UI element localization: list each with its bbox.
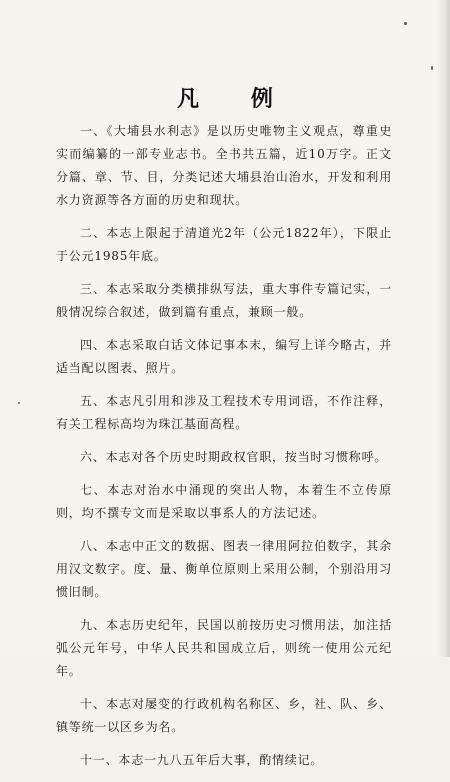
guideline-paragraph-1: 一、《大埔县水利志》是以历史唯物主义观点，尊重史实而编纂的一部专业志书。全书共五篇，近10万字。正文分篇、章、节、目，分类记述大埔县治山治水，开发和利用水力资源等各方面的历史和现状。: [56, 124, 392, 207]
guideline-paragraph-11: 十一、本志一九八五年后大事，酌情续记。: [80, 753, 324, 767]
guidelines-body: [56, 120, 392, 782]
guideline-paragraph-6: 六、本志对各个历史时期政权官职，按当时习惯称呼。: [80, 450, 388, 464]
scan-speck: [18, 402, 20, 404]
guideline-paragraph-5: 五、本志凡引用和涉及工程技术专用词语，不作注释，有关工程标高均为珠江基面高程。: [56, 394, 392, 431]
guideline-paragraph-8: 八、本志中正文的数据、图表一律用阿拉伯数字，其余用汉文数字。度、量、衡单位原则上采用公制，个别沿用习惯旧制。: [56, 539, 392, 599]
guideline-paragraph-4: 四、本志采取白话文体记事本末，编写上详今略古，并适当配以图表、照片。: [56, 338, 392, 375]
guideline-paragraph-7: 七、本志对治水中涌现的突出人物，本着生不立传原则，均不撰专文而是采取以事系人的方法记述。: [56, 483, 392, 520]
scan-speck: [404, 22, 407, 25]
guideline-paragraph-3: 三、本志采取分类横排纵写法，重大事件专篇记实，一般情况综合叙述，做到篇有重点，兼顾一般。: [56, 282, 392, 319]
page-title: 凡 例: [177, 87, 295, 112]
guideline-paragraph-2: 二、本志上限起于清道光2年（公元1822年），下限止于公元1985年底。: [56, 226, 392, 263]
guideline-paragraph-9: 九、本志历史纪年，民国以前按历史习惯用法，加注括弧公元年号，中华人民共和国成立后，则统一使用公元纪年。: [56, 618, 392, 678]
scan-speck: [431, 66, 433, 70]
guideline-paragraph-10: 十、本志对屡变的行政机构名称区、乡，社、队、乡、镇等统一以区乡为名。: [56, 697, 392, 734]
